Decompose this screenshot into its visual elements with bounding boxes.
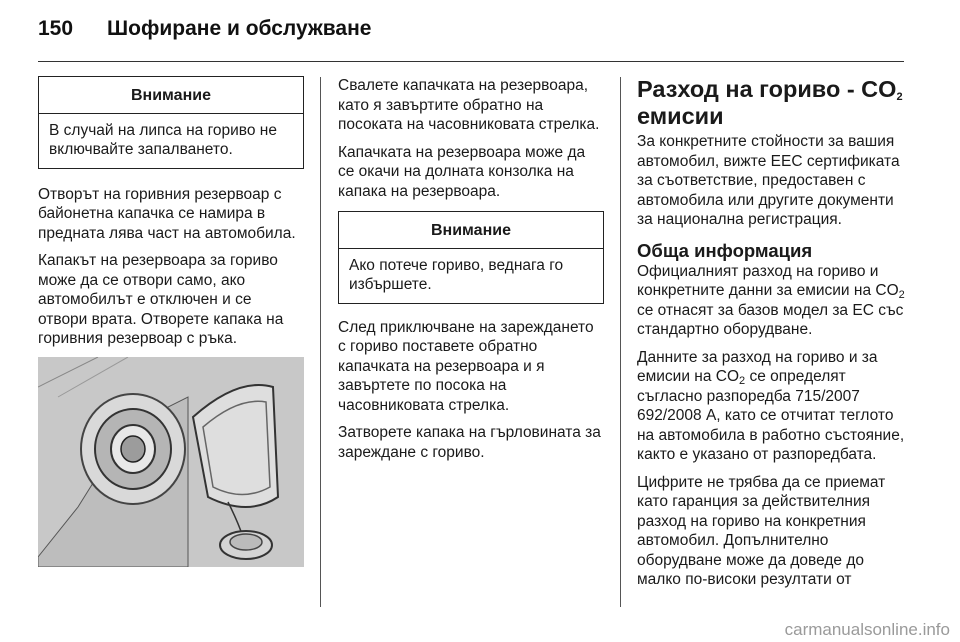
text-span: Официалният разход на гориво и конкретните данни за емисии на CO xyxy=(637,262,899,299)
paragraph: Капакът на резервоара за гориво може да се отвори само, ако автомобилът е отключен и се отвори врата. Отворете капака на горивния резервоар с ръка. xyxy=(38,252,284,347)
page-header xyxy=(38,14,371,44)
paragraph: Затворете капака на гърловината за зареждане с гориво. xyxy=(338,424,601,461)
subsection-heading: Обща информация xyxy=(637,239,813,261)
heading-text-2: емисии xyxy=(637,103,724,129)
warning-text: Ако потече гориво, веднага го избършете. xyxy=(349,256,564,293)
subscript: 2 xyxy=(898,289,905,301)
paragraph: Цифрите не трябва да се приемат като гаранция за действителния разход на гориво на конкретния автомобил. Допълнително оборудване може да доведе до малко по-високи резултати от xyxy=(637,473,886,588)
paragraph: Капачката на резервоара може да се окачи на долната конзолка на капака на резервоара. xyxy=(338,143,586,200)
column-3 xyxy=(637,76,907,598)
column-1 xyxy=(38,76,304,567)
subscript: 2 xyxy=(739,375,746,387)
header-rule xyxy=(38,61,904,62)
heading-subscript: 2 xyxy=(896,91,903,103)
warning-title: Внимание xyxy=(339,212,603,249)
paragraph: След приключване на зареждането с гориво поставете обратно капачката на резервоара и я завъртете по посока на часовниковата стрелка. xyxy=(338,318,594,414)
paragraph xyxy=(637,262,907,340)
heading-text: Разход на гориво - CO xyxy=(637,76,897,102)
text-span: се определят съгласно разпоредба 715/2007 692/2008 A, като се отчитат теглото на автомобила в работно състояние, както е указано от разпоредбата. xyxy=(637,368,905,463)
text-span: Данните за разход на гориво и за емисии на CO xyxy=(637,348,878,385)
column-2 xyxy=(338,76,604,470)
paragraph xyxy=(637,348,907,465)
column-divider-2 xyxy=(620,77,621,607)
fuel-filler-illustration xyxy=(38,357,304,567)
fuel-filler-drawing xyxy=(38,357,304,567)
section-heading xyxy=(637,76,907,130)
column-divider-1 xyxy=(320,77,321,607)
page-title: Шофиране и обслужване xyxy=(107,17,372,40)
paragraph: Свалете капачката на резервоара, като я завъртите обратно на посоката на часовниковата стрелка. xyxy=(338,77,600,133)
warning-box xyxy=(38,76,304,169)
paragraph: За конкретните стойности за вашия автомобил, вижте ЕЕС сертификата за съответствие, предоставен с автомобила или другите документи за национална регистрация. xyxy=(637,133,900,228)
page-number: 150 xyxy=(38,17,74,40)
warning-title: Внимание xyxy=(39,77,303,114)
watermark: carmanualsonline.info xyxy=(784,620,950,639)
warning-box xyxy=(338,211,604,304)
text-span: се отнасят за базов модел за ЕС със стандартно оборудване. xyxy=(637,301,904,338)
paragraph: Отворът на горивния резервоар с байонетна капачка се намира в предната лява част на автомобила. xyxy=(38,185,296,242)
warning-text: В случай на липса на гориво не включвайте запалването. xyxy=(49,121,277,158)
